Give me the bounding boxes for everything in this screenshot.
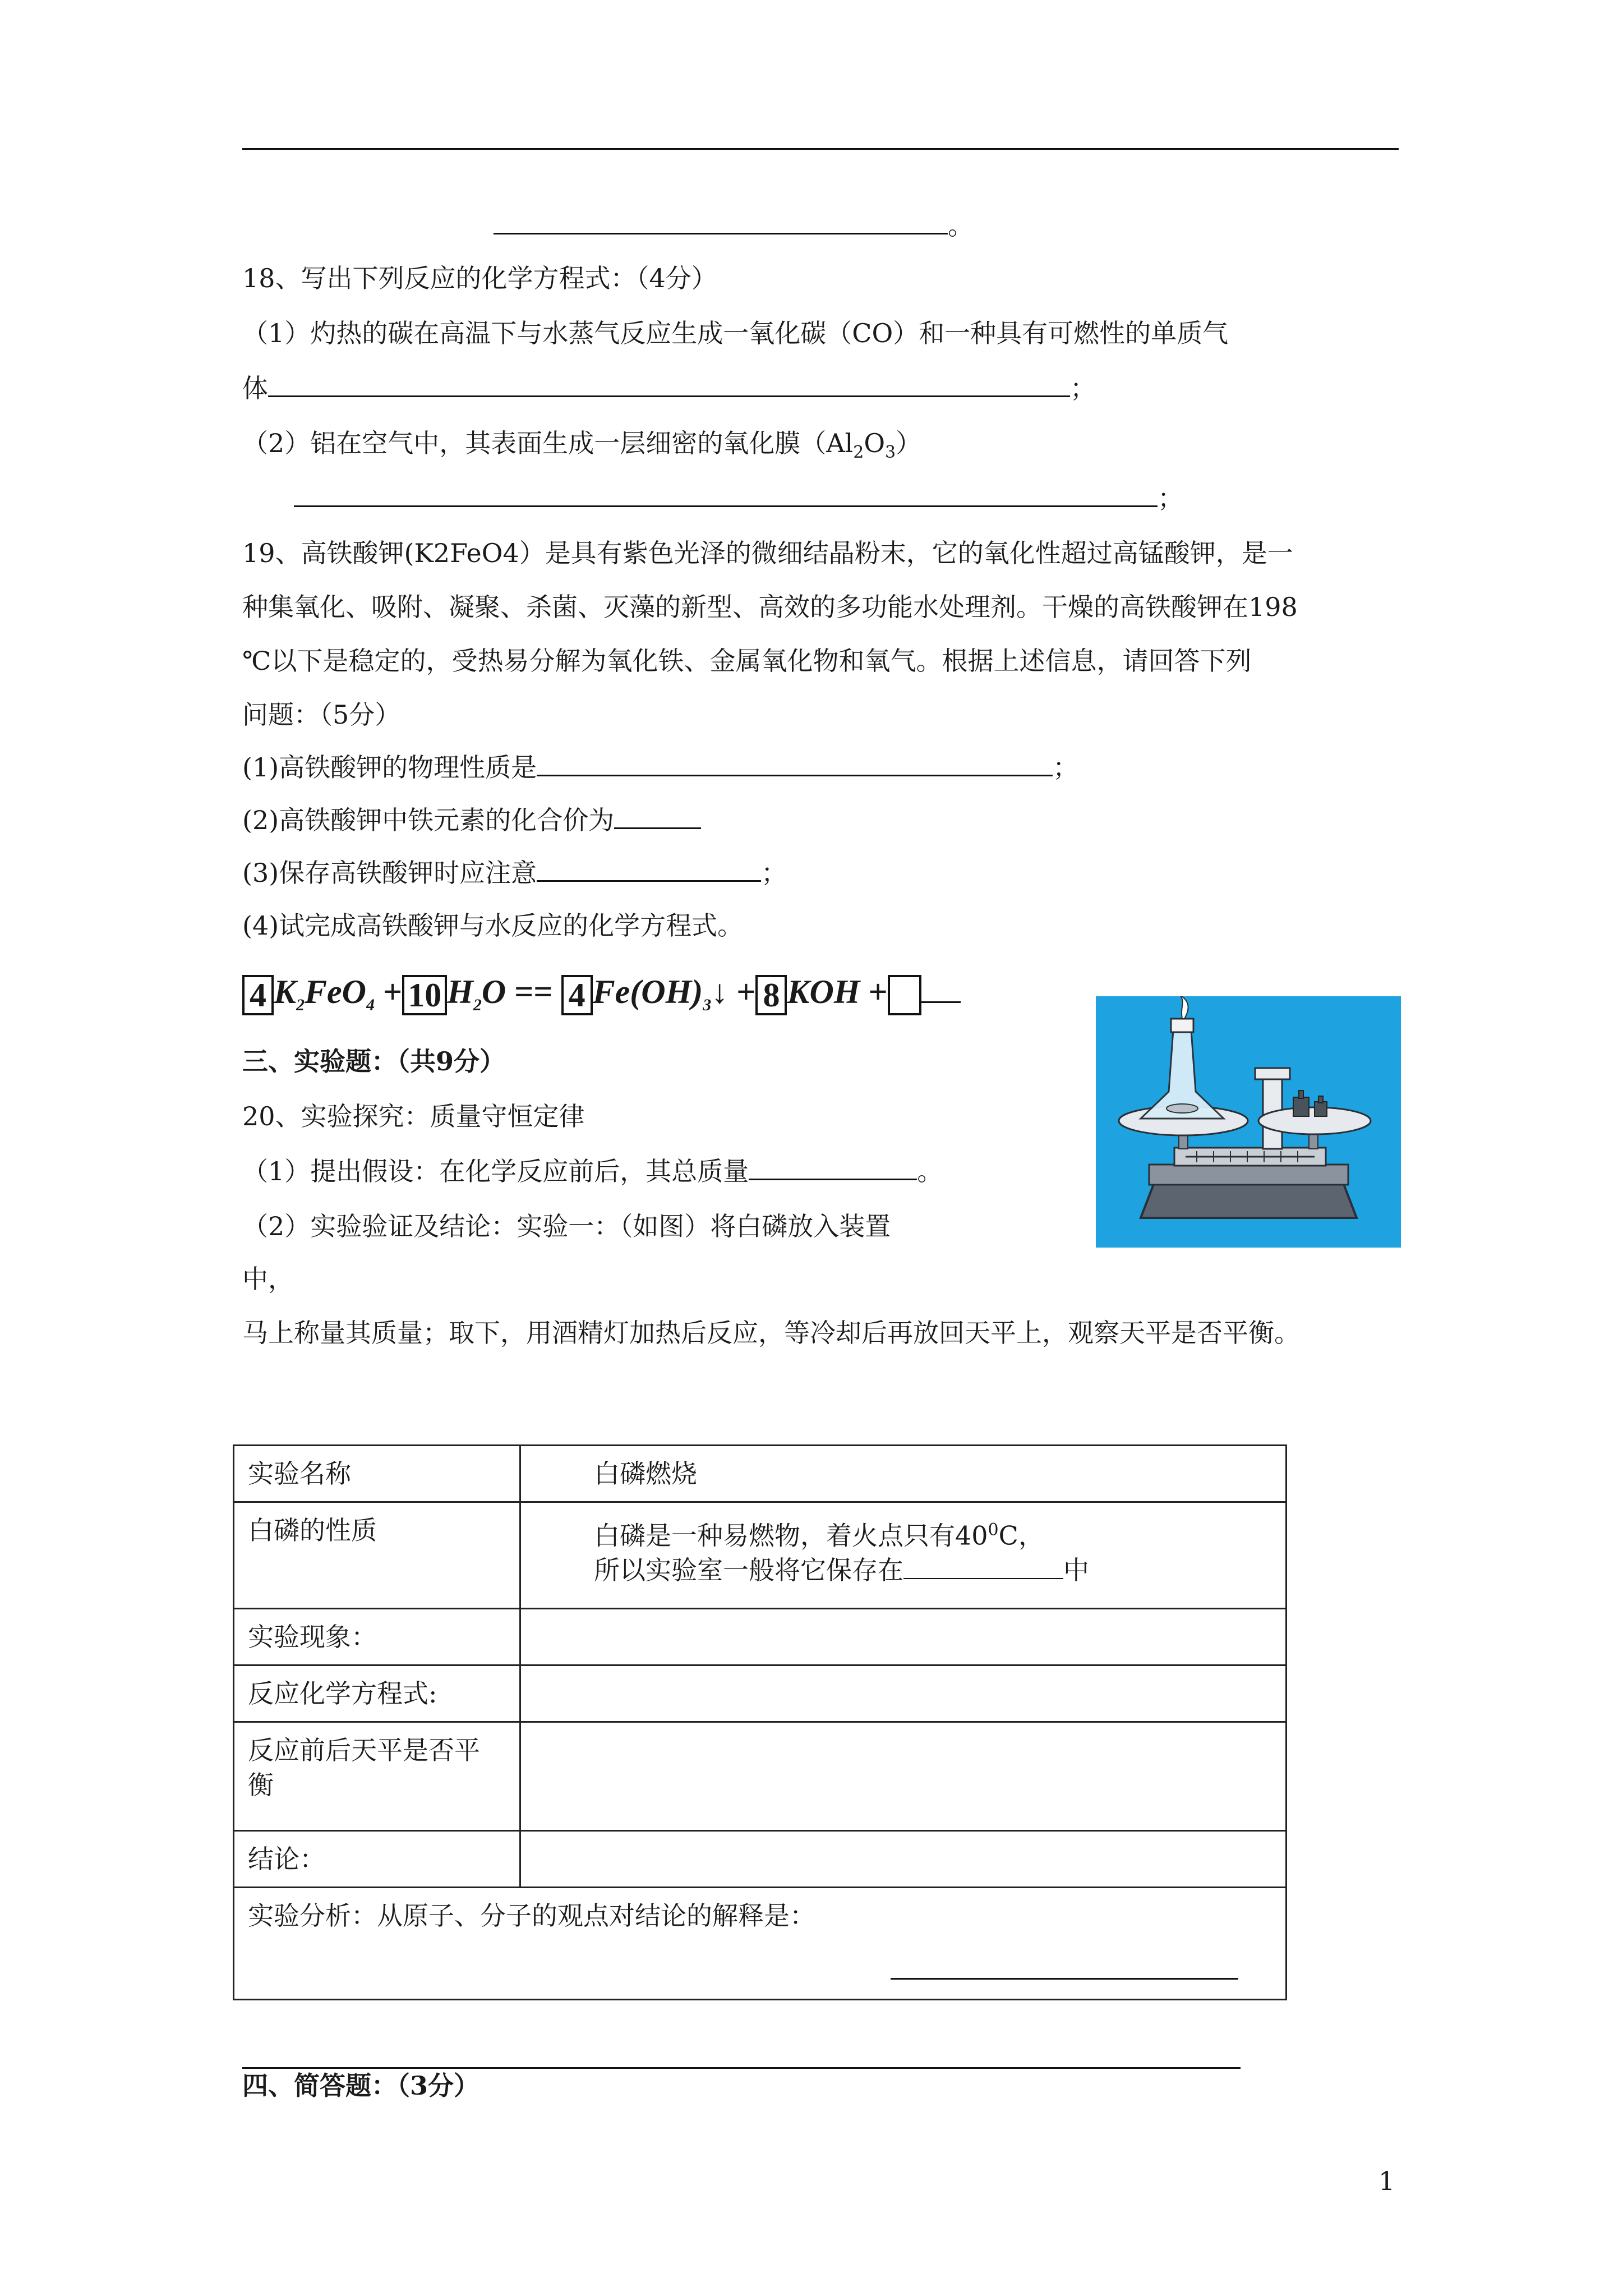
q20-verification-line1: （2）实验验证及结论：实验一：（如图）将白磷放入装置 xyxy=(242,1211,891,1241)
product-blank[interactable] xyxy=(921,973,961,1003)
table-cell-analysis: 实验分析：从原子、分子的观点对结论的解释是： xyxy=(234,1888,1287,2000)
experiment-table xyxy=(233,1444,1287,2000)
table-cell-label: 反应化学方程式: xyxy=(234,1665,520,1722)
table-cell-label: 实验现象： xyxy=(234,1609,520,1665)
answer-blank[interactable] xyxy=(749,1156,917,1180)
page-number: 1 xyxy=(1378,2166,1395,2196)
table-row xyxy=(234,1722,1287,1831)
coefficient-box[interactable]: 4 xyxy=(561,975,593,1015)
q19-sub2: (2)高铁酸钾中铁元素的化合价为 xyxy=(242,803,701,837)
q20-hypothesis: （1）提出假设：在化学反应前后，其总质量 。 xyxy=(242,1156,943,1186)
q20-title: 20、实验探究：质量守恒定律 xyxy=(242,1101,585,1131)
table-row xyxy=(234,1446,1287,1502)
table-cell-value: 白磷是一种易燃物，着火点只有$40^0C$， 所以实验室一般将它保存在 中 xyxy=(520,1502,1287,1609)
balance-scale-icon xyxy=(1096,996,1401,1248)
table-cell-label: 反应前后天平是否平 衡 xyxy=(234,1722,520,1831)
coefficient-box[interactable]: 4 xyxy=(242,975,274,1015)
answer-blank[interactable] xyxy=(294,483,1158,507)
table-row xyxy=(234,1609,1287,1665)
q18-part1-line1: （1）灼热的碳在高温下与水蒸气反应生成一氧化碳（CO）和一种具有可燃性的单质气 xyxy=(242,318,1229,348)
coefficient-box[interactable]: 8 xyxy=(755,975,787,1015)
q18-part2: （2）铝在空气中，其表面生成一层细密的氧化膜$(Al_2O_3)$ xyxy=(242,428,922,463)
section4-title: 四、简答题：（3分） xyxy=(242,2070,480,2101)
q19-line1: 19、高铁酸钾(K2FeO4）是具有紫色光泽的微细结晶粉末，它的氧化性超过高锰酸钾，是一 xyxy=(242,538,1293,568)
table-row xyxy=(234,1888,1287,2000)
ferrate-equation: 4 $K_2FeO_4 + 10$ $H_2O == 4$ $Fe(OH)_3↓ + 8$ KOH + xyxy=(242,969,961,1028)
header-rule xyxy=(242,148,1399,150)
table-cell-answer[interactable] xyxy=(520,1831,1287,1888)
q20-verification-line2: 中， xyxy=(242,1264,294,1294)
table-cell-value: 白磷燃烧 xyxy=(520,1446,1287,1502)
section3-title: 三、实验题：（共9分） xyxy=(242,1046,506,1076)
q19-line3: ℃以下是稳定的，受热易分解为氧化铁、金属氧化物和氧气。根据上述信息，请回答下列 xyxy=(242,646,1252,676)
answer-blank[interactable] xyxy=(494,210,948,234)
table-cell-answer[interactable] xyxy=(520,1665,1287,1722)
table-cell-answer[interactable] xyxy=(520,1722,1287,1831)
table-cell-label: 实验名称 xyxy=(234,1446,520,1502)
q17-answer-line: 。 xyxy=(494,209,974,242)
q19-sub1: (1)高铁酸钾的物理性质是 ； xyxy=(242,752,1079,783)
coefficient-box-empty[interactable] xyxy=(888,975,921,1015)
q19-sub4: (4)试完成高铁酸钾与水反应的化学方程式。 xyxy=(242,910,744,941)
q18-part1-line2: 体 ； xyxy=(242,373,1096,403)
table-cell-label: 结论： xyxy=(234,1831,520,1888)
coefficient-box[interactable]: 10 xyxy=(402,975,447,1015)
answer-blank[interactable] xyxy=(614,805,701,829)
q19-line2: 种集氧化、吸附、凝聚、杀菌、灭藻的新型、高效的多功能水处理剂。干燥的高铁酸钾在198 xyxy=(242,592,1298,622)
table-row xyxy=(234,1665,1287,1722)
answer-blank[interactable] xyxy=(891,1978,1238,1980)
table-cell-label: 白磷的性质 xyxy=(234,1502,520,1609)
q19-sub3: (3)保存高铁酸钾时应注意 ； xyxy=(242,858,787,888)
answer-blank[interactable] xyxy=(268,373,1070,397)
balance-illustration xyxy=(1096,996,1401,1248)
table-row xyxy=(234,1502,1287,1609)
q18-title: 18、写出下列反应的化学方程式：（4分） xyxy=(242,263,717,293)
answer-blank[interactable] xyxy=(903,1556,1063,1579)
answer-blank[interactable] xyxy=(537,858,761,882)
q19-line4: 问题：（5分） xyxy=(242,700,401,730)
q20-verification-line3: 马上称量其质量；取下，用酒精灯加热后反应，等冷却后再放回天平上，观察天平是否平衡。 xyxy=(242,1318,1300,1348)
al2o3-formula: $Al_2O_3$ xyxy=(826,428,896,463)
table-cell-answer[interactable] xyxy=(520,1609,1287,1665)
answer-blank[interactable] xyxy=(537,752,1053,776)
q18-part2-answer: ； xyxy=(294,481,1183,515)
table-row xyxy=(234,1831,1287,1888)
